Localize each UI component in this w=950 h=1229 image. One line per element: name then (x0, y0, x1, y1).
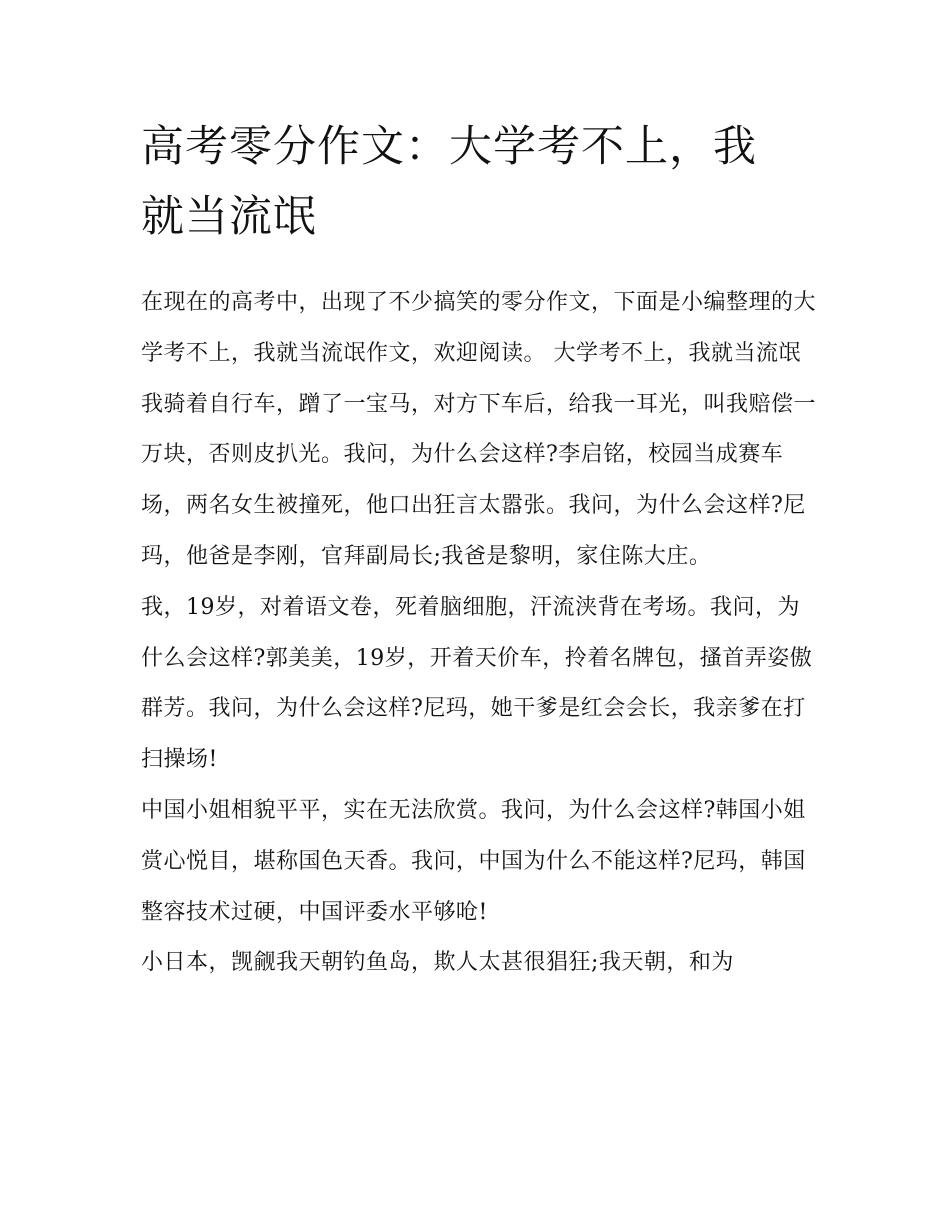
paragraph-pageant: 中国小姐相貌平平，实在无法欣赏。我问，为什么会这样?韩国小姐赏心悦目，堪称国色天香。我问，中国为什么不能这样?尼玛，韩国整容技术过硬，中国评委水平够呛! (141, 797, 806, 925)
paragraph-bike: 我骑着自行车，蹭了一宝马，对方下车后，给我一耳光，叫我赔偿一万块，否则皮扒光。我问，为什么会这样?李启铭，校园当成赛车场，两名女生被撞死，他口出狂言太嚣张。我问，为什么会这样?尼玛，他爸是李刚，官拜副局长;我爸是黎明，家住陈大庄。 (141, 391, 817, 569)
paragraph-intro: 在现在的高考中，出现了不少搞笑的零分作文，下面是小编整理的大学考不上，我就当流氓作文，欢迎阅读。 大学考不上，我就当流氓 (141, 290, 817, 366)
paragraph-island: 小日本，觊觎我天朝钓鱼岛，欺人太甚很猖狂;我天朝，和为 (141, 950, 734, 976)
document-title: 高考零分作文：大学考不上，我就当流氓 (141, 122, 757, 242)
document-content (141, 112, 821, 989)
document-body (141, 278, 821, 989)
paragraph-exam: 我，19岁，对着语文卷，死着脑细胞，汗流浃背在考场。我问，为什么会这样?郭美美，19岁，开着天价车，拎着名牌包，搔首弄姿傲群芳。我问，为什么会这样?尼玛，她干爹是红会会长，我亲爹在打扫操场! (141, 594, 813, 773)
